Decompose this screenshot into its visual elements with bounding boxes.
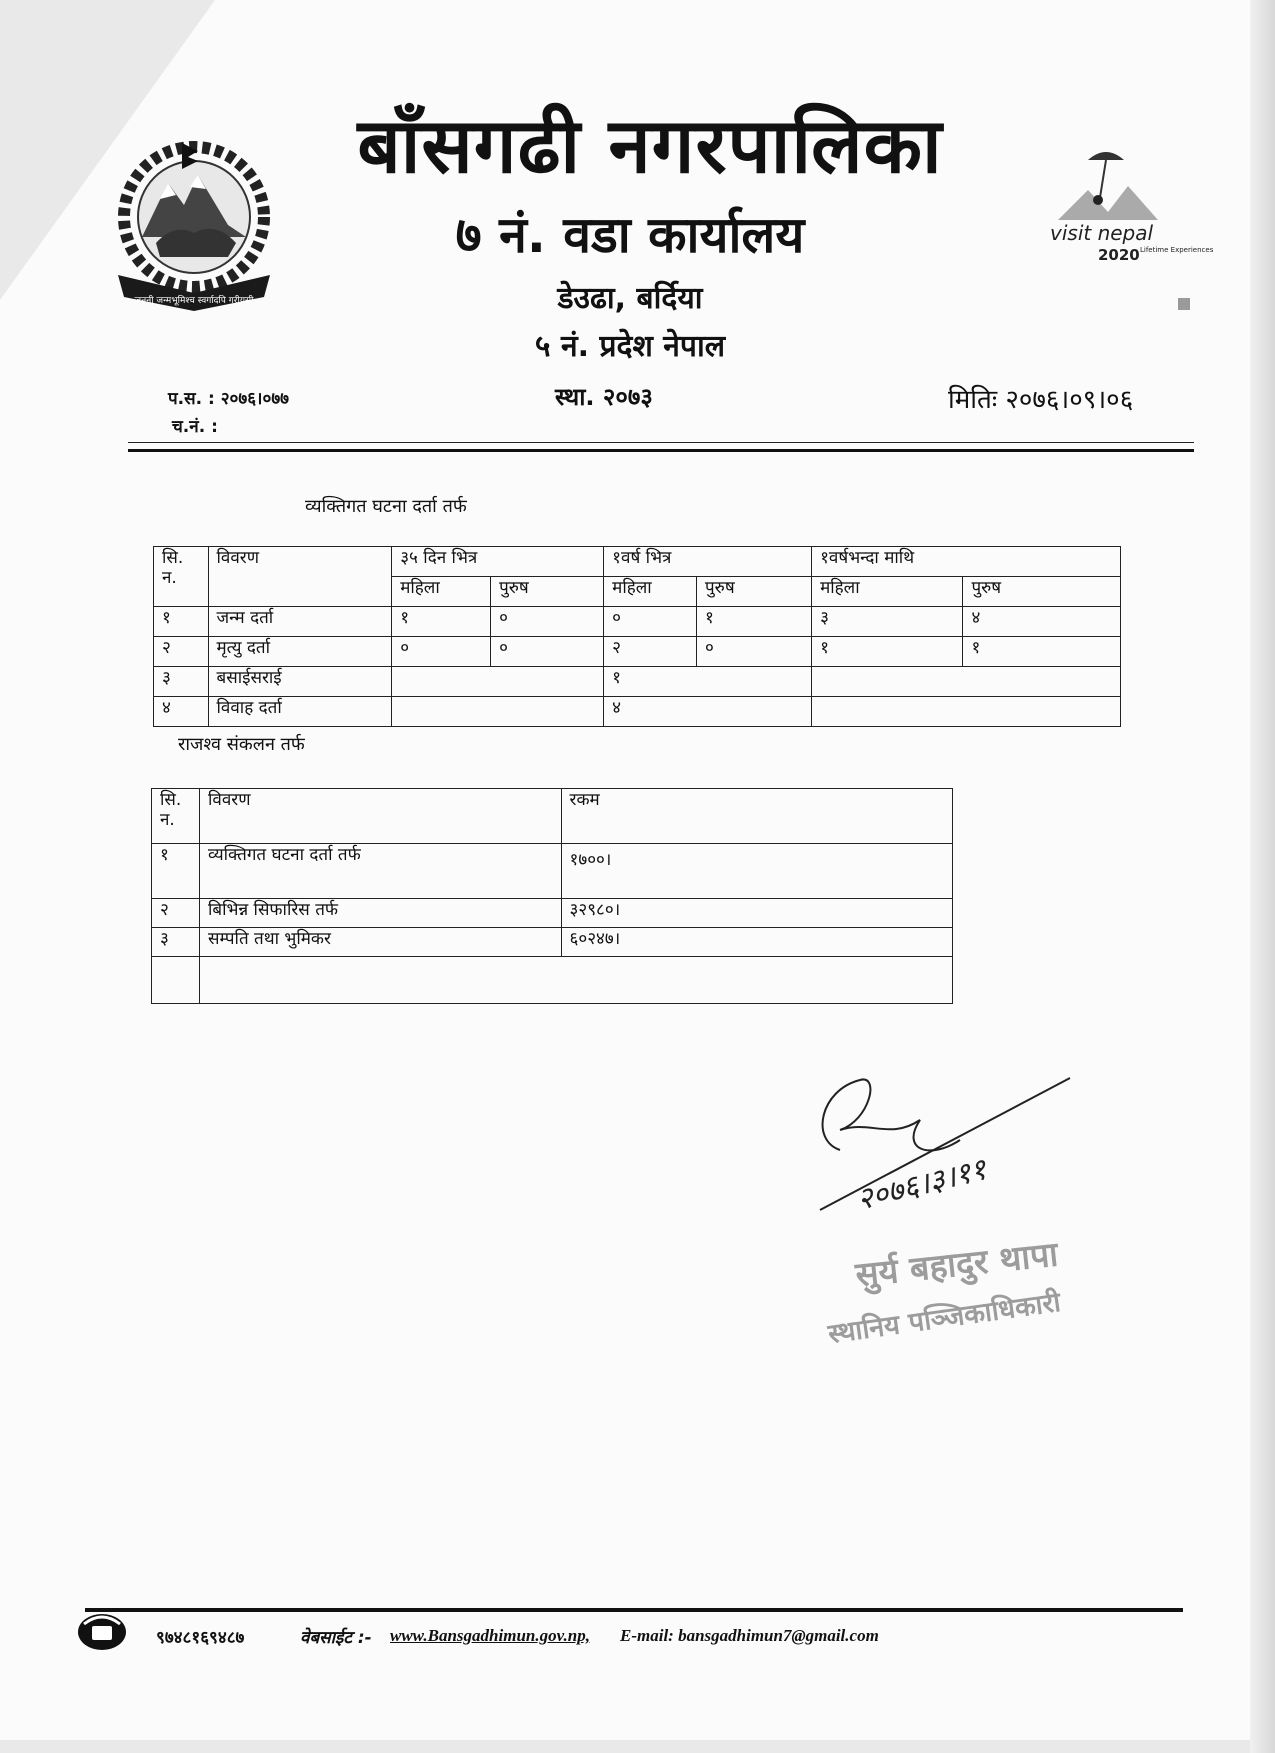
cell-label: विवाह दर्ता: [208, 697, 392, 727]
cell-value: ०: [392, 637, 491, 667]
cell-value: १: [604, 667, 812, 697]
header-male: पुरुष: [697, 577, 812, 607]
header-divider-thick: [128, 449, 1194, 452]
stamp-officer-title: स्थानिय पञ्जिकाधिकारी: [826, 1286, 1063, 1351]
header-male: पुरुष: [491, 577, 604, 607]
cell-value: ४: [963, 607, 1121, 637]
cell-amount: ६०२४७।: [561, 928, 952, 957]
header-over-1-year: १वर्षभन्दा माथि: [812, 547, 1121, 577]
header-female: महिला: [604, 577, 697, 607]
header-divider: [128, 442, 1194, 443]
cell-value: ०: [491, 637, 604, 667]
cell-empty: [392, 667, 604, 697]
cell-label: व्यक्तिगत घटना दर्ता तर्फ: [199, 844, 561, 899]
header-sn: सि. न.: [154, 547, 209, 607]
header-amount: रकम: [561, 789, 952, 844]
cell-sn: १: [152, 844, 200, 899]
footer-divider: [85, 1608, 1183, 1612]
reference-number: प.स. : २०७६।०७७: [168, 389, 290, 409]
header-female: महिला: [812, 577, 963, 607]
table-row: [154, 637, 1121, 667]
cell-empty: [152, 957, 200, 1004]
header-within-1-year: १वर्ष भित्र: [604, 547, 812, 577]
qr-mark: [1178, 298, 1190, 310]
table-row: [152, 957, 953, 1004]
cell-empty: [812, 667, 1121, 697]
revenue-table: [151, 788, 953, 1004]
cell-label: जन्म दर्ता: [208, 607, 392, 637]
cell-label: मृत्यु दर्ता: [208, 637, 392, 667]
cell-empty: [812, 697, 1121, 727]
table-row: [152, 899, 953, 928]
cell-empty: [199, 957, 952, 1004]
vital-events-table: [153, 546, 1121, 727]
visit-nepal-year: 2020: [1098, 246, 1140, 264]
section-vital-events-title: व्यक्तिगत घटना दर्ता तर्फ: [305, 496, 467, 517]
ward-office-name: ७ नं. वडा कार्यालय: [455, 206, 805, 264]
cell-label: बसाईसराई: [208, 667, 392, 697]
municipality-name: बाँसगढी नगरपालिका: [357, 101, 943, 190]
header-within-35-days: ३५ दिन भित्र: [392, 547, 604, 577]
table-row: [154, 697, 1121, 727]
phone-icon: [76, 1610, 128, 1650]
cell-value: ३: [812, 607, 963, 637]
emblem-motto: जननी जन्मभूमिश्च स्वर्गादपि गरीयसी: [134, 296, 254, 306]
header-male: पुरुष: [963, 577, 1121, 607]
footer-email[interactable]: E-mail: bansgadhimun7@gmail.com: [620, 1626, 879, 1645]
header-detail: विवरण: [199, 789, 561, 844]
footer-phone-number: ९७४८१६९४८७: [156, 1628, 245, 1648]
cell-sn: ३: [152, 928, 200, 957]
cell-sn: २: [154, 637, 209, 667]
table-row: [154, 607, 1121, 637]
cell-value: २: [604, 637, 697, 667]
table-row: [154, 667, 1121, 697]
footer-website-link[interactable]: www.Bansgadhimun.gov.np,: [390, 1626, 590, 1645]
cell-value: १: [812, 637, 963, 667]
cell-sn: २: [152, 899, 200, 928]
stamp-officer-name: सुर्य बहादुर थापा: [853, 1234, 1061, 1296]
cell-sn: ३: [154, 667, 209, 697]
cell-sn: १: [154, 607, 209, 637]
office-address: डेउढा, बर्दिया: [557, 281, 703, 316]
handwritten-signature: [800, 1060, 1080, 1230]
visit-nepal-tagline: Lifetime Experiences: [1140, 246, 1214, 254]
cell-value: १: [963, 637, 1121, 667]
nepal-emblem-icon: [98, 125, 290, 317]
cell-label: बिभिन्न सिफारिस तर्फ: [199, 899, 561, 928]
cell-value: १: [697, 607, 812, 637]
footer-website-label: वेबसाईट :-: [300, 1628, 372, 1648]
header-detail: विवरण: [208, 547, 392, 607]
table-row: [152, 844, 953, 899]
province-line: ५ नं. प्रदेश नेपाल: [534, 329, 726, 364]
cell-label: सम्पति तथा भुमिकर: [199, 928, 561, 957]
letter-date: मितिः २०७६।०९।०६: [948, 385, 1134, 415]
visit-nepal-text: visit nepal: [1050, 221, 1154, 245]
header-female: महिला: [392, 577, 491, 607]
dispatch-number: च.नं. :: [172, 417, 218, 437]
header-sn: सि. न.: [152, 789, 200, 844]
table-row: [152, 789, 953, 844]
visit-nepal-logo-icon: [1048, 140, 1214, 280]
cell-amount: १७००।: [561, 844, 952, 899]
cell-sn: ४: [154, 697, 209, 727]
cell-amount: ३२९८०।: [561, 899, 952, 928]
table-row: [152, 928, 953, 957]
cell-value: ०: [491, 607, 604, 637]
table-row: [154, 547, 1121, 577]
cell-value: ४: [604, 697, 812, 727]
established-year: स्था. २०७३: [555, 383, 653, 411]
page-edge: [1250, 0, 1275, 1753]
cell-value: १: [392, 607, 491, 637]
section-revenue-title: राजश्व संकलन तर्फ: [178, 734, 305, 755]
cell-empty: [392, 697, 604, 727]
cell-value: ०: [604, 607, 697, 637]
cell-value: ०: [697, 637, 812, 667]
signature-date: २०७६।३।११: [853, 1151, 990, 1218]
